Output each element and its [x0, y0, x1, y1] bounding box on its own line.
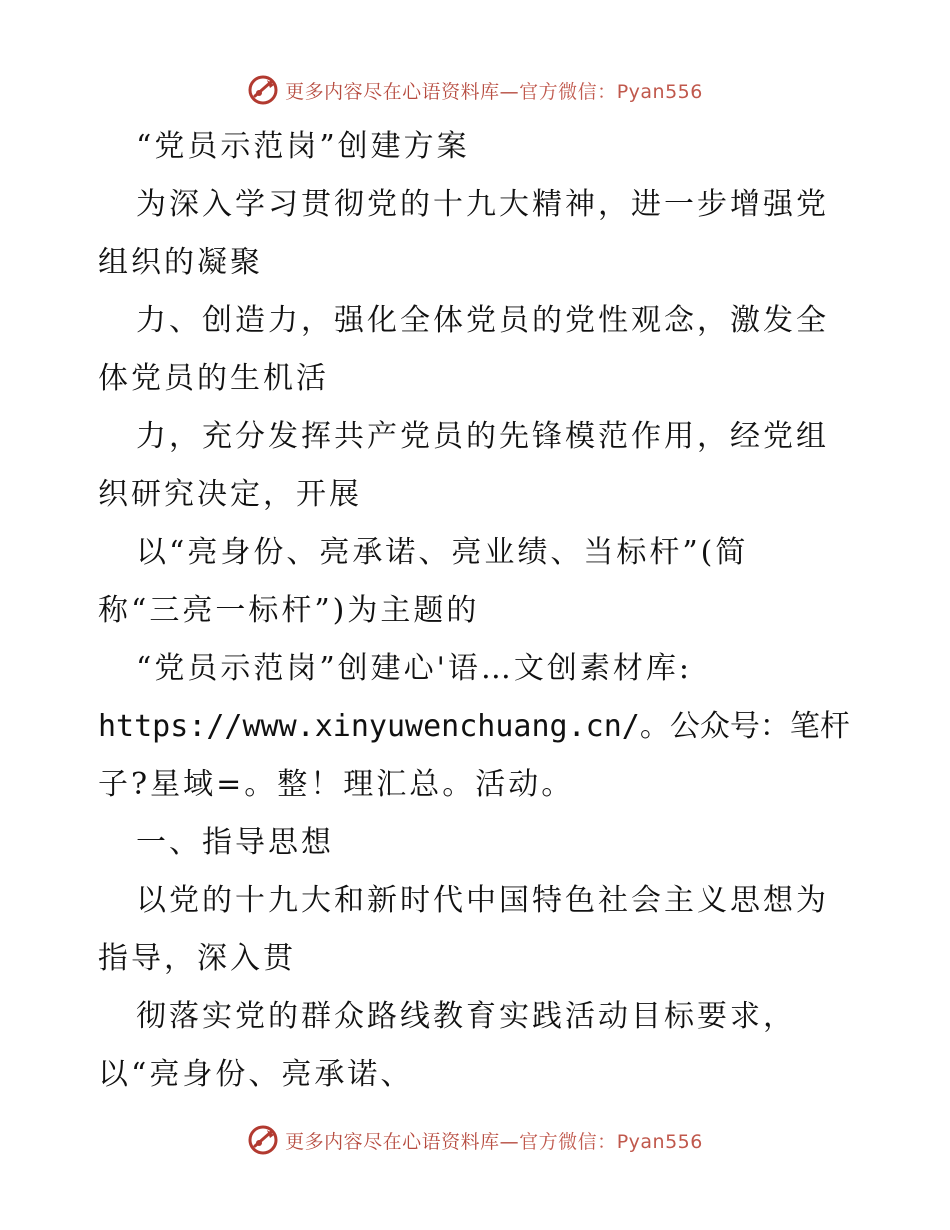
document-title: “党员示范岗”创建方案	[136, 129, 470, 164]
paragraph-line: 以“亮身份、亮承诺、亮业绩、当标杆”(简	[136, 535, 749, 570]
paragraph-line: 力、创造力，强化全体党员的党性观念，激发全	[136, 303, 829, 338]
paragraph-line: 以党的十九大和新时代中国特色社会主义思想为	[136, 883, 829, 918]
footer-banner-account-id: Pyan556	[616, 1130, 703, 1153]
brand-logo-icon	[247, 74, 279, 106]
paragraph-line: 彻落实党的群众路线教育实践活动目标要求，	[136, 999, 796, 1034]
paragraph-line: 体党员的生机活	[98, 361, 329, 396]
header-banner-account-id: Pyan556	[616, 80, 703, 103]
paragraph-line: 指导，深入贯	[98, 941, 296, 976]
brand-logo-icon	[247, 1124, 279, 1156]
paragraph-line: 力，充分发挥共产党员的先锋模范作用，经党组	[136, 419, 829, 454]
paragraph-line: 为深入学习贯彻党的十九大精神，进一步增强党	[136, 187, 829, 222]
paragraph-line: 以“亮身份、亮承诺、	[98, 1057, 414, 1092]
paragraph-line: 子?星域=。整！理汇总。活动。	[98, 767, 575, 802]
paragraph-line: 织研究决定，开展	[98, 477, 362, 512]
paragraph-line: 组织的凝聚	[98, 245, 263, 280]
document-body	[98, 118, 858, 1104]
paragraph-line: “党员示范岗”创建心'语…文创素材库:	[136, 651, 693, 686]
footer-banner-title: 更多内容尽在心语资料库—	[285, 1130, 520, 1153]
url-line: https://www.xinyuwenchuang.cn/。公众号：笔杆	[98, 709, 850, 744]
header-banner-account-label: 官方微信：	[519, 80, 617, 103]
footer-banner-account-label: 官方微信：	[519, 1130, 617, 1153]
paragraph-line: 称“三亮一标杆”)为主题的	[98, 593, 480, 628]
header-banner-title: 更多内容尽在心语资料库—	[285, 80, 520, 103]
section-heading: 一、指导思想	[136, 825, 334, 860]
footer-banner-text	[285, 1127, 703, 1154]
header-banner-text	[285, 77, 703, 104]
footer-banner	[0, 1120, 950, 1160]
header-banner	[0, 70, 950, 110]
